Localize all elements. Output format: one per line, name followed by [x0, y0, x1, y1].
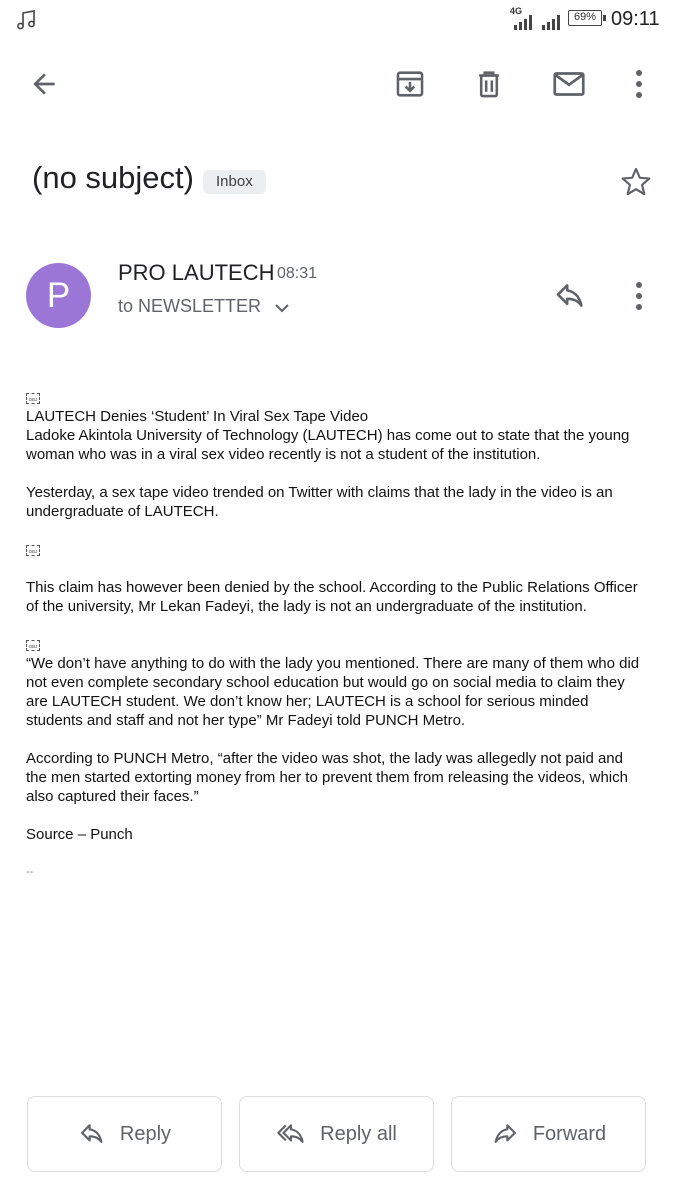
music-note-icon	[14, 8, 38, 32]
reply-quick-button[interactable]	[550, 276, 590, 316]
chevron-down-icon[interactable]	[273, 301, 291, 315]
reply-button-label: Reply	[119, 1122, 172, 1145]
reply-icon	[78, 1120, 106, 1148]
object-placeholder-icon: OBJ	[26, 545, 40, 556]
message-more-options-button[interactable]	[619, 276, 659, 316]
object-placeholder-icon: OBJ	[26, 640, 40, 651]
email-body	[26, 388, 646, 882]
sent-time: 08:31	[277, 265, 318, 282]
reply-all-icon	[276, 1120, 306, 1148]
signal-strength-icon	[512, 14, 536, 30]
delete-button[interactable]	[469, 64, 509, 104]
body-paragraph-1: Ladoke Akintola University of Technology (LAUTECH) has come out to state that the young woman who was in a viral sex video recently is not a student of the institution.	[26, 427, 630, 463]
sender-name: PRO LAUTECH	[118, 260, 275, 285]
body-source: Source – Punch	[26, 826, 133, 843]
body-headline: LAUTECH Denies ‘Student’ In Viral Sex Tape Video	[26, 408, 369, 425]
star-icon	[619, 165, 653, 199]
more-options-button[interactable]	[619, 64, 659, 104]
body-paragraph-2: Yesterday, a sex tape video trended on Twitter with claims that the lady in the video is an undergraduate of LAUTECH.	[26, 484, 613, 520]
status-bar	[0, 0, 675, 42]
reply-button[interactable]	[27, 1096, 222, 1172]
status-clock: 09:11	[611, 8, 660, 30]
body-paragraph-5: According to PUNCH Metro, “after the video was shot, the lady was allegedly not paid and the men started extorting money from her to prevent them from releasing the videos, which also captured their faces.”	[26, 750, 628, 805]
battery-tip	[603, 15, 606, 21]
sender-avatar[interactable]: P	[26, 263, 91, 328]
back-arrow-icon	[28, 68, 60, 100]
star-button[interactable]	[616, 162, 656, 202]
more-vert-icon	[635, 281, 643, 311]
signature-separator: --	[26, 866, 34, 878]
network-type-label: 4G	[510, 6, 523, 16]
back-button[interactable]	[24, 64, 64, 104]
object-placeholder-icon: OBJ	[26, 393, 40, 404]
forward-button[interactable]	[451, 1096, 646, 1172]
mail-icon	[551, 66, 587, 102]
body-paragraph-4: “We don’t have anything to do with the lady you mentioned. There are many of them who did not even complete secondary school education but would go on social media to claim they are LAUTECH student. We don’t know her; LAUTECH is a school for serious minded students and staff and not her type” Mr Fadeyi told PUNCH Metro.	[26, 655, 640, 729]
body-paragraph-3: This claim has however been denied by the school. According to the Public Relations Officer of the university, Mr Lekan Fadeyi, the lady is not an undergraduate of the institution.	[26, 579, 638, 615]
archive-icon	[393, 67, 427, 101]
signal-strength-2-icon	[540, 14, 564, 30]
delete-icon	[472, 67, 506, 101]
inbox-label-chip[interactable]: Inbox	[203, 170, 266, 194]
battery-indicator: 69%	[568, 10, 602, 26]
reply-icon	[553, 279, 587, 313]
recipient-details-toggle[interactable]: to NEWSLETTER	[118, 296, 262, 316]
reply-all-button[interactable]	[239, 1096, 434, 1172]
archive-button[interactable]	[390, 64, 430, 104]
forward-icon	[491, 1120, 519, 1148]
mark-unread-button[interactable]	[549, 64, 589, 104]
reply-all-button-label: Reply all	[320, 1122, 397, 1145]
forward-button-label: Forward	[532, 1122, 607, 1145]
email-subject: (no subject)	[32, 160, 194, 195]
more-vert-icon	[635, 69, 643, 99]
